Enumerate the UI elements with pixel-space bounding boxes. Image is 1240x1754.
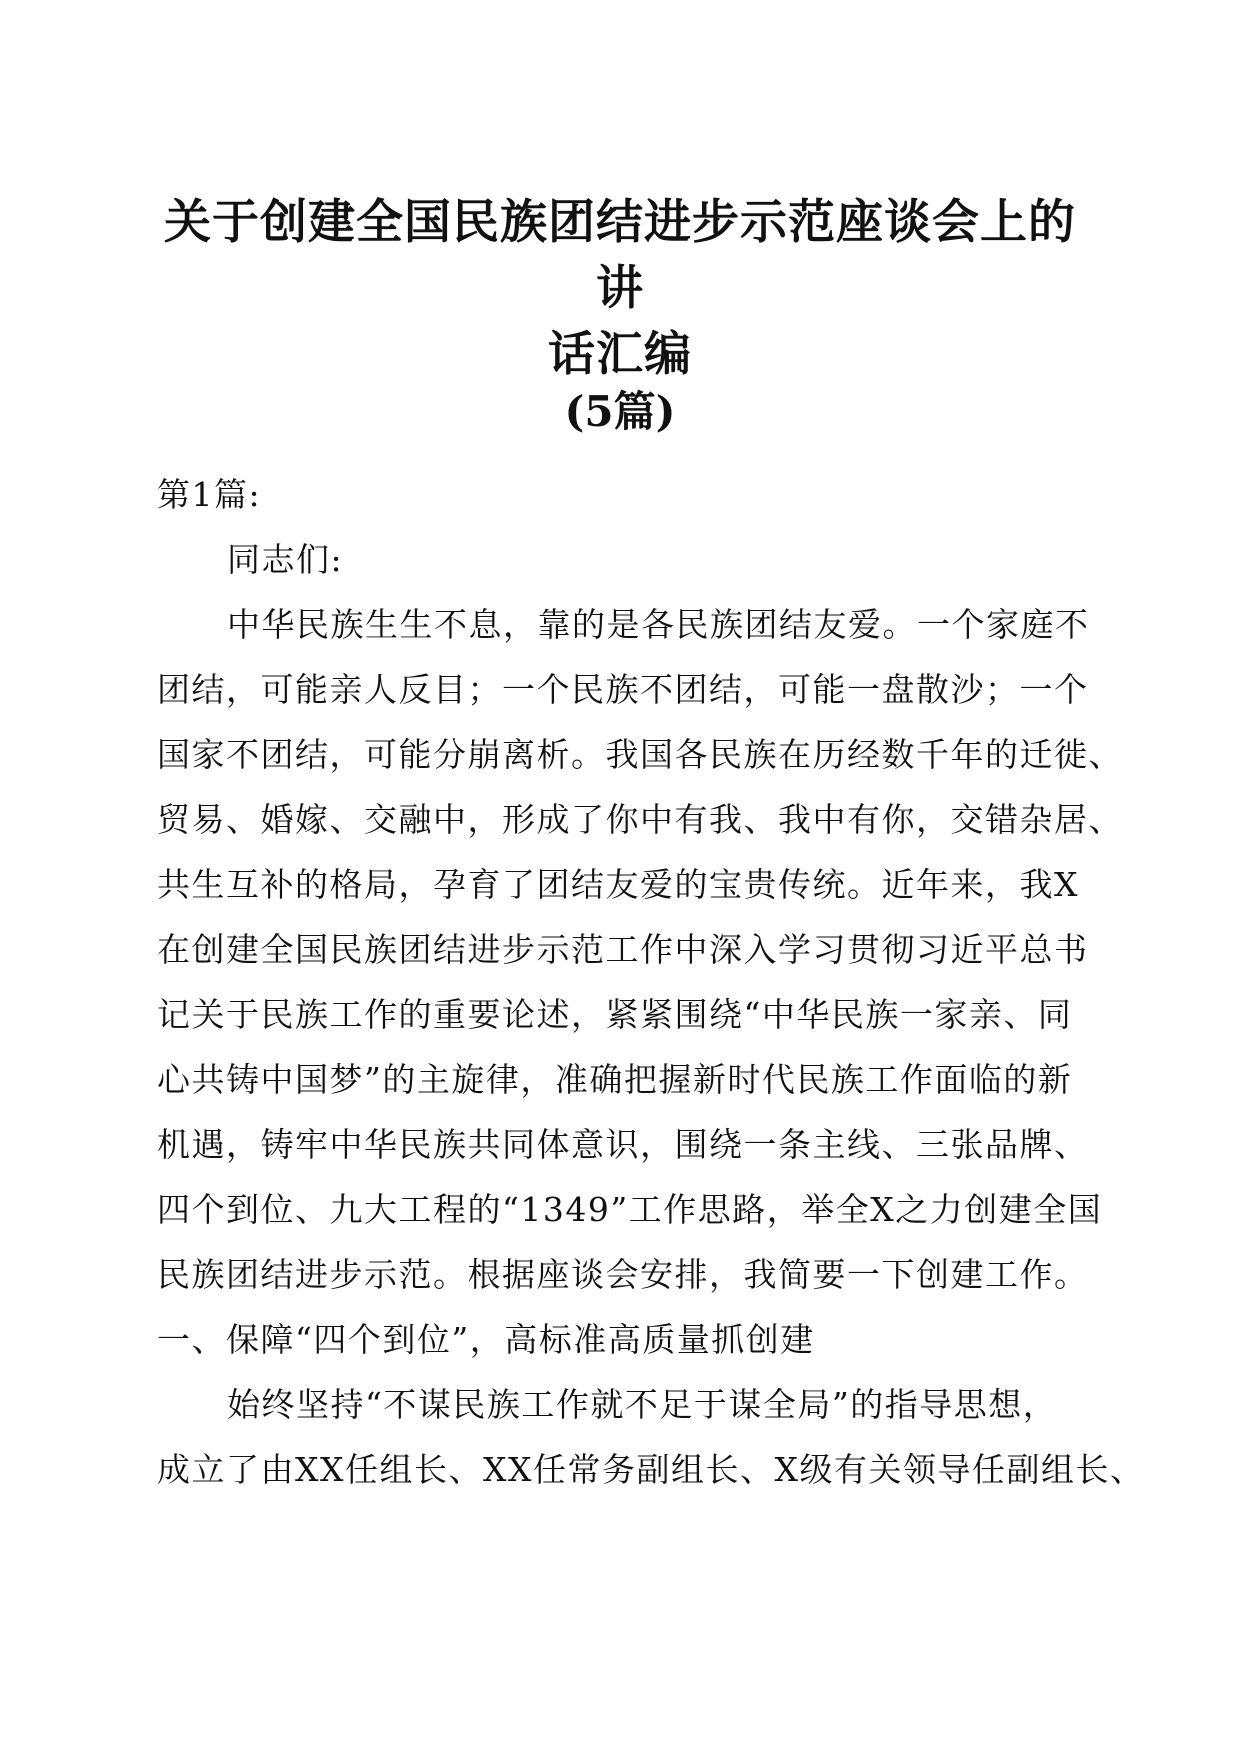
paragraph-line: 心共铸中国梦”的主旋律，准确把握新时代民族工作面临的新 bbox=[157, 1060, 1073, 1099]
paragraph-line: 民族团结进步示范。根据座谈会安排，我简要一下创建工作。 bbox=[157, 1255, 1089, 1294]
paragraph-line: 成立了由XX任组长、XX任常务副组长、X级有关领导任副组长、 bbox=[157, 1450, 1145, 1489]
paragraph-2 bbox=[157, 1372, 1145, 1502]
section-heading-1: 一、保障“四个到位”，高标准高质量抓创建 bbox=[157, 1320, 815, 1359]
paragraph-1 bbox=[157, 592, 1123, 1307]
title-line-1: 关于创建全国民族团结进步示范座谈会上的讲 bbox=[164, 195, 1076, 316]
paragraph-line: 机遇，铸牢中华民族共同体意识，围绕一条主线、三张品牌、 bbox=[157, 1125, 1089, 1164]
paragraph-line: 始终坚持“不谋民族工作就不足于谋全局”的指导思想， bbox=[227, 1385, 1058, 1424]
document-title bbox=[150, 190, 1090, 388]
title-line-2: 话汇编 bbox=[548, 327, 692, 382]
paragraph-line: 国家不团结，可能分崩离析。我国各民族在历经数千年的迁徙、 bbox=[157, 735, 1123, 774]
paragraph-line: 团结，可能亲人反目；一个民族不团结，可能一盘散沙；一个 bbox=[157, 670, 1089, 709]
section-label: 第1篇: bbox=[157, 475, 262, 514]
paragraph-line: 记关于民族工作的重要论述，紧紧围绕“中华民族一家亲、同 bbox=[157, 995, 1073, 1034]
paragraph-line: 中华民族生生不息，靠的是各民族团结友爱。一个家庭不 bbox=[227, 605, 1090, 644]
document-subtitle: (5篇) bbox=[564, 387, 676, 436]
paragraph-line: 在创建全国民族团结进步示范工作中深入学习贯彻习近平总书 bbox=[157, 930, 1089, 969]
paragraph-line: 共生互补的格局，孕育了团结友爱的宝贵传统。近年来，我X bbox=[157, 865, 1079, 904]
paragraph-line: 四个到位、九大工程的“1349”工作思路，举全X之力创建全国 bbox=[157, 1190, 1103, 1229]
document-body bbox=[157, 462, 1145, 1502]
greeting: 同志们: bbox=[227, 540, 344, 579]
paragraph-line: 贸易、婚嫁、交融中，形成了你中有我、我中有你，交错杂居、 bbox=[157, 800, 1123, 839]
